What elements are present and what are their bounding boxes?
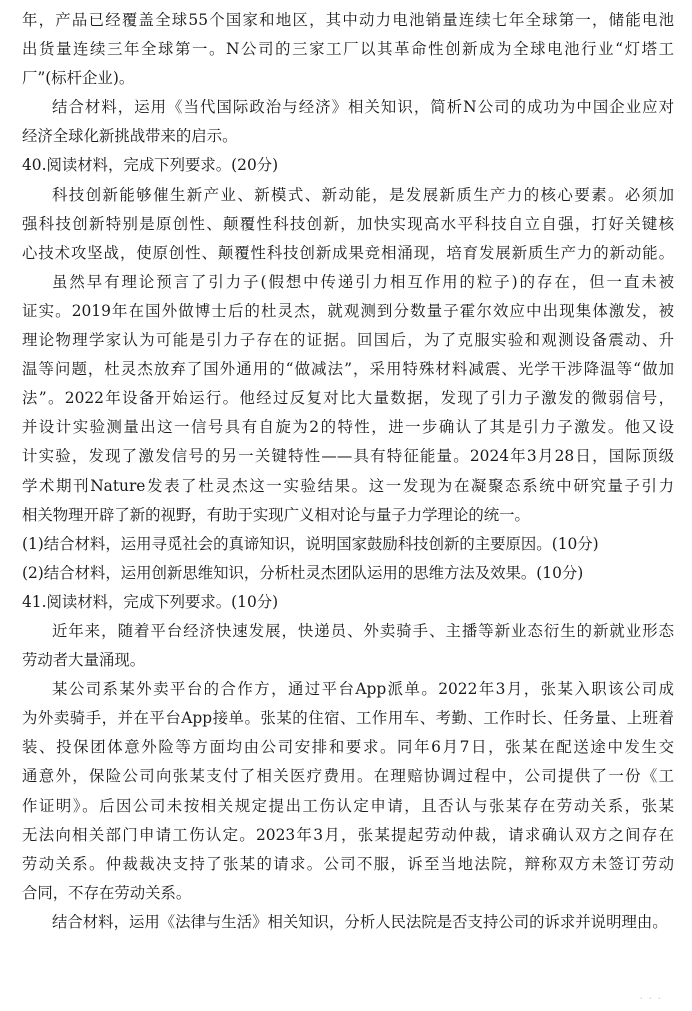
q41-paragraph-1 (22, 617, 674, 675)
q40-subquestion-1: (1)结合材料，运用寻觅社会的真谛知识，说明国家鼓励科技创新的主要原因。(10分) (22, 534, 599, 553)
text-line: 经济全球化新挑战带来的启示。 (22, 127, 238, 146)
text-line: 厂”(标杆企业)。 (22, 69, 135, 88)
text-line: 劳动关系。仲裁裁决支持了张某的请求。公司不服，诉至当地法院，辩称双方未签订劳动 (22, 854, 674, 873)
text-line: 合同，不存在劳动关系。 (22, 883, 192, 902)
text-line: 劳动者大量涌现。 (22, 651, 146, 670)
question-40-heading: 40.阅读材料，完成下列要求。(20分) (22, 156, 279, 175)
q41-paragraph-2 (22, 675, 674, 908)
text-line: 法”。2022年设备开始运行。他经过反复对比大量数据，发现了引力子激发的微弱信号， (22, 389, 674, 408)
text-line: 科技创新能够催生新产业、新模式、新动能，是发展新质生产力的核心要素。必须加 (52, 185, 674, 204)
q40-subquestion-2: (2)结合材料，运用创新思维知识，分析杜灵杰团队运用的思维方法及效果。(10分) (22, 563, 584, 582)
question-41-heading: 41.阅读材料，完成下列要求。(10分) (22, 592, 279, 611)
question-40 (22, 151, 674, 587)
q39-material-tail (22, 6, 674, 93)
text-line: 证实。2019年在国外做博士后的杜灵杰，就观测到分数量子霍尔效应中出现集体激发，被 (22, 301, 674, 320)
text-line: 无法向相关部门申请工伤认定。2023年3月，张某提起劳动仲裁，请求确认双方之间存在 (22, 825, 674, 844)
text-line: 虽然早有理论预言了引力子(假想中传递引力相互作用的粒子)的存在，但一直未被 (52, 272, 674, 291)
text-line: 温等问题，杜灵杰放弃了国外通用的“做减法”，采用特殊材料减震、光学干涉降温等“做加 (22, 360, 674, 379)
q39-prompt (22, 93, 674, 151)
text-line: 某公司系某外卖平台的合作方，通过平台App派单。2022年3月，张某入职该公司成 (52, 680, 674, 699)
q40-paragraph-1 (22, 181, 674, 268)
text-line: 强科技创新特别是原创性、颠覆性科技创新，加快实现高水平科技自立自强，打好关键核 (22, 214, 674, 233)
text-line: 计实验，发现了激发信号的另一关键特性——具有特征能量。2024年3月28日，国际顶级 (22, 447, 674, 466)
question-41 (22, 588, 674, 937)
text-line: 装、投保团体意外险等方面均由公司安排和要求。同年6月7日，张某在配送途中发生交 (22, 738, 674, 757)
text-line: 作证明》。后因公司未按相关规定提出工伤认定申请，且否认与张某存在劳动关系，张某 (22, 796, 674, 815)
text-line: 年，产品已经覆盖全球55个国家和地区，其中动力电池销量连续七年全球第一，储能电池 (22, 11, 674, 29)
scan-watermark-mark: · · · (639, 992, 662, 1005)
text-line: 出货量连续三年全球第一。N公司的三家工厂以其革命性创新成为全球电池行业“灯塔工 (22, 40, 674, 59)
text-line: 结合材料，运用《当代国际政治与经济》相关知识，简析N公司的成功为中国企业应对 (52, 98, 674, 117)
text-line: 为外卖骑手，并在平台App接单。张某的住宿、工作用车、考勤、工作时长、任务量、上班着 (22, 709, 674, 728)
text-line: 相关物理开辟了新的视野，有助于实现广义相对论与量子力学理论的统一。 (22, 505, 530, 524)
q41-prompt: 结合材料，运用《法律与生活》相关知识，分析人民法院是否支持公司的诉求并说明理由。 (52, 912, 668, 931)
text-line: 近年来，随着平台经济快速发展，快递员、外卖骑手、主播等新业态衍生的新就业形态 (52, 621, 674, 640)
text-line: 通意外，保险公司向张某支付了相关医疗费用。在理赔协调过程中，公司提供了一份《工 (22, 767, 674, 786)
q40-paragraph-2 (22, 268, 674, 530)
text-line: 并设计实验测量出这一信号具有自旋为2的特性，进一步确认了其是引力子激发。他又设 (22, 418, 674, 437)
text-line: 学术期刊Nature发表了杜灵杰这一实验结果。这一发现为在凝聚态系统中研究量子引力 (22, 476, 674, 495)
text-line: 心技术攻坚战，使原创性、颠覆性科技创新成果竞相涌现，培育发展新质生产力的新动能。 (22, 243, 674, 262)
text-line: 理论物理学家认为可能是引力子存在的证据。回国后，为了克服实验和观测设备震动、升 (22, 331, 674, 350)
